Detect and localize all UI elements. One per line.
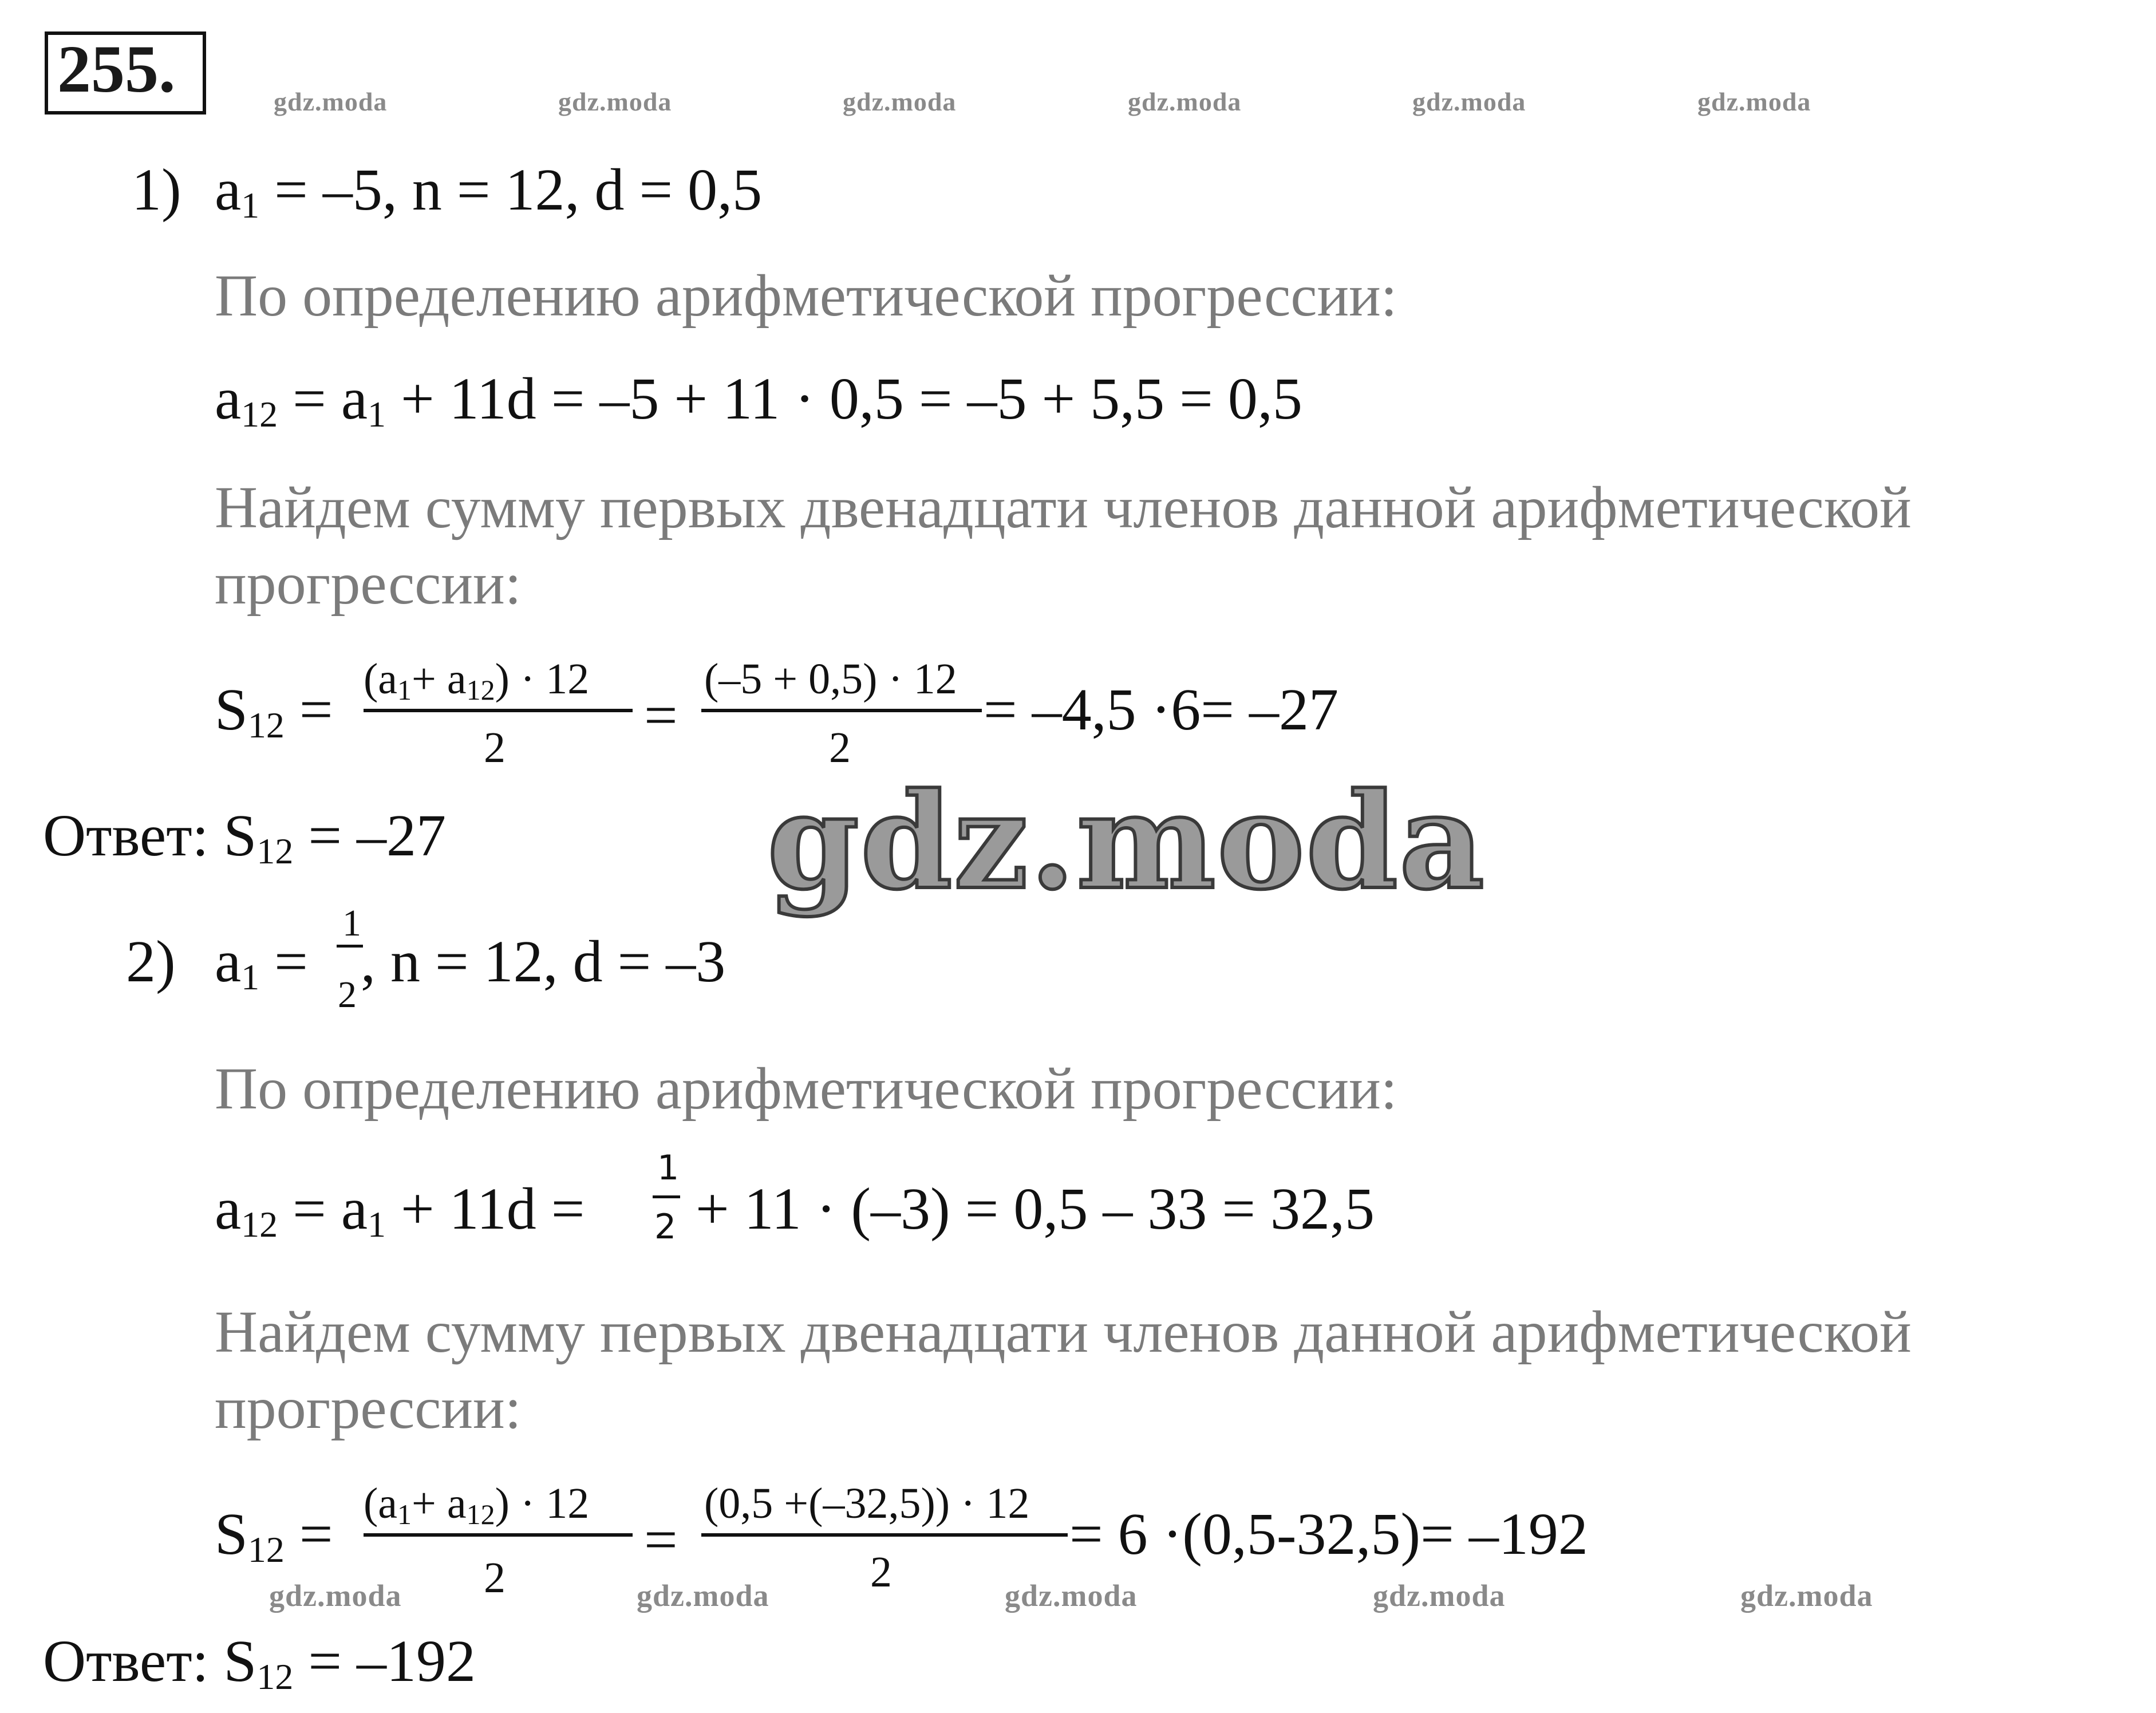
part2-frac1-denominator: 2 xyxy=(484,1554,506,1602)
part1-sum-eq2: = xyxy=(644,682,678,748)
part2-frac1-line xyxy=(364,1533,633,1537)
part1-sum-tail: = –4,5 ·6= –27 xyxy=(984,677,1338,743)
watermark-top-2: gdz.moda xyxy=(558,87,672,116)
part2-given-frac-numerator: 1 xyxy=(342,902,361,944)
watermark-bottom-2: gdz.moda xyxy=(637,1578,769,1613)
watermark-bottom-3: gdz.moda xyxy=(1005,1578,1138,1613)
part2-given-frac-line xyxy=(337,945,363,948)
part2-frac1-numerator: $(a_1+ a_{12}) \cdot 12$ xyxy=(364,1479,590,1530)
part1-given: $a_1 = -5$, n = 12, d = 0,5 xyxy=(215,157,763,226)
part2-a12-frac-line xyxy=(653,1195,680,1198)
part1-a12-line: $a_{12} = a_1 + 11d = -5 + 11 \cdot 0,5 = -5 + 5,5 = 0,5$ xyxy=(215,366,1302,435)
watermark-bottom-1: gdz.moda xyxy=(269,1578,402,1613)
watermark-top-5: gdz.moda xyxy=(1412,87,1526,116)
part1-frac2-line xyxy=(701,709,982,712)
part2-sum-text-line1: Найдем сумму первых двенадцати членов данной арифметической xyxy=(215,1299,1912,1365)
part2-frac2-denominator: 2 xyxy=(870,1548,892,1596)
part1-answer: Ответ: $S_{12} = -27$ xyxy=(43,803,447,872)
watermark-top-4: gdz.moda xyxy=(1128,87,1242,116)
part1-sum-text-line2: прогрессии: xyxy=(215,551,522,617)
part1-sum-text-line1: Найдем сумму первых двенадцати членов данной арифметической xyxy=(215,475,1912,540)
part2-a12-line-start: $a_{12} = a_1 + 11d$ = xyxy=(215,1176,585,1245)
part2-definition-text: По определению арифметической прогрессии: xyxy=(215,1056,1397,1122)
problem-number: 255. xyxy=(57,31,176,106)
part2-answer: Ответ: $S_{12} = -192$ xyxy=(43,1628,476,1698)
part2-a12-frac-numerator: 1 xyxy=(657,1148,680,1188)
part1-frac1-numerator: $(a_1+ a_{12}) \cdot 12$ xyxy=(364,655,590,706)
part2-sum-text-line2: прогрессии: xyxy=(215,1375,522,1441)
part1-frac1-denominator: 2 xyxy=(484,724,506,772)
part2-sum-lhs: $S_{12}$ = xyxy=(215,1501,333,1570)
part1-definition-text: По определению арифметической прогрессии: xyxy=(215,263,1397,329)
part1-frac1-line xyxy=(364,709,633,712)
part2-sum-eq2: = xyxy=(644,1507,678,1573)
part2-frac2-numerator: (0,5 +(–32,5)) · 12 xyxy=(704,1479,1030,1528)
part1-sum-lhs: $S_{12}$ = xyxy=(215,677,333,746)
part2-a12-line-rest: + 11 · (–3) = 0,5 – 33 = 32,5 xyxy=(696,1176,1375,1242)
watermark-top-6: gdz.moda xyxy=(1697,87,1811,116)
part2-frac2-line xyxy=(701,1533,1068,1537)
part2-a12-frac-denominator: 2 xyxy=(654,1207,677,1247)
watermark-bottom-4: gdz.moda xyxy=(1373,1578,1506,1613)
part2-given-rest: , n = 12, d = –3 xyxy=(361,929,726,994)
watermark-top-1: gdz.moda xyxy=(274,87,388,116)
part1-label: 1) xyxy=(132,157,181,223)
watermark-large: gdz.moda xyxy=(767,764,1486,919)
part2-sum-tail: = 6 ·(0,5-32,5)= –192 xyxy=(1069,1501,1588,1567)
watermark-bottom-5: gdz.moda xyxy=(1740,1578,1873,1613)
part2-label: 2) xyxy=(126,929,176,994)
watermark-top-3: gdz.moda xyxy=(843,87,957,116)
part1-frac2-denominator: 2 xyxy=(829,724,851,772)
part2-given-frac-denominator: 2 xyxy=(338,974,357,1016)
part2-given-a: $a_1$ = xyxy=(215,929,308,998)
part1-frac2-numerator: (–5 + 0,5) · 12 xyxy=(704,655,957,703)
